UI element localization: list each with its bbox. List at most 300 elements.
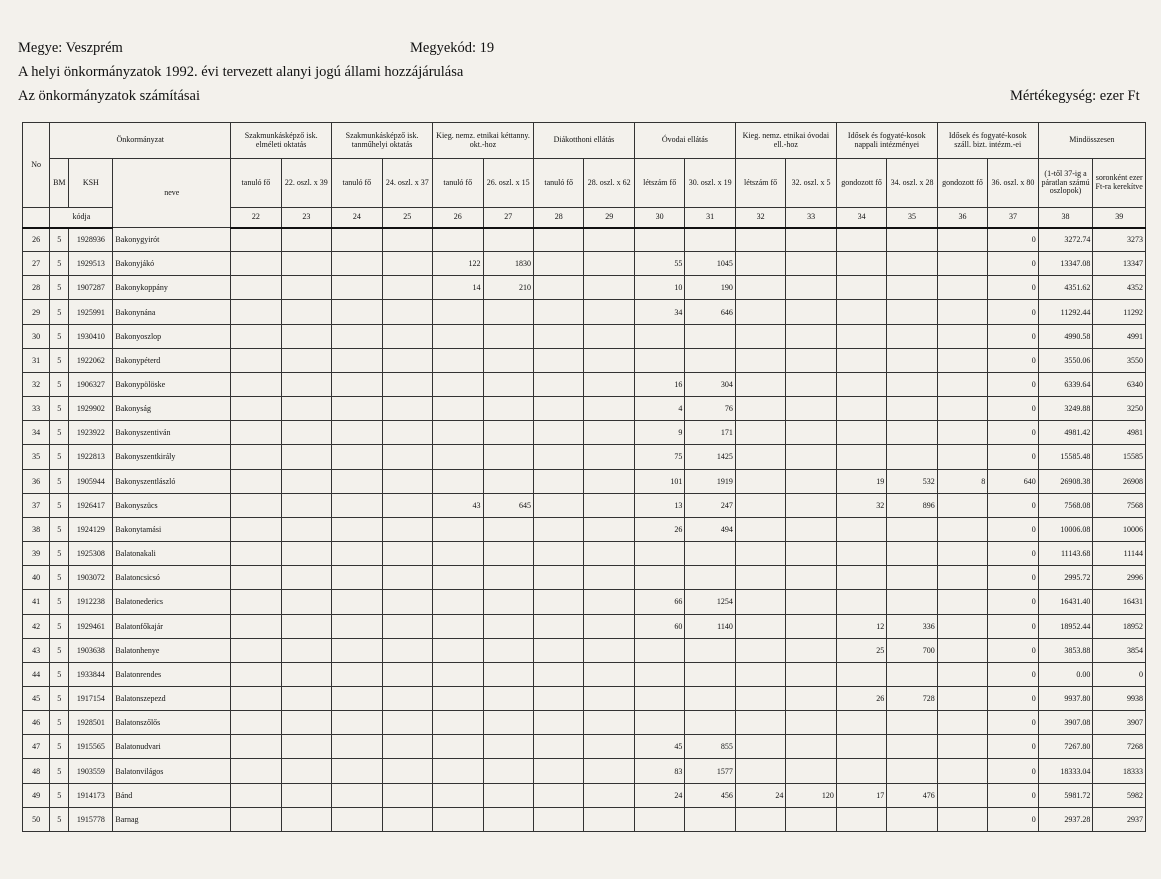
cell-col-22 [231,421,281,445]
cell-col-31: 1045 [685,252,735,276]
cell-col-31: 855 [685,735,735,759]
cell-col-29 [584,324,634,348]
cell-col-37: 0 [988,252,1038,276]
cell-col-39: 5982 [1093,783,1146,807]
cell-col-36 [937,638,987,662]
cell-col-32: 24 [735,783,785,807]
cell-col-26: 14 [433,276,483,300]
cell-col-33 [786,228,836,252]
ksh-code: 1925308 [69,542,113,566]
cell-col-35: 476 [887,783,937,807]
cell-col-32 [735,735,785,759]
cell-col-39: 0 [1093,662,1146,686]
group-header: Idősek és fogyaté-kosok nappali intézményei [836,123,937,159]
cell-col-34 [836,228,886,252]
municipality-name: Bakonyszentlászló [113,469,231,493]
cell-col-29 [584,517,634,541]
cell-col-31: 456 [685,783,735,807]
cell-col-30: 24 [634,783,684,807]
cell-col-26 [433,542,483,566]
cell-col-36 [937,711,987,735]
col-header-bm: BM [50,159,69,208]
cell-col-37: 0 [988,397,1038,421]
municipality-name: Balatonvilágos [113,759,231,783]
bm-code: 5 [50,228,69,252]
cell-col-36 [937,397,987,421]
cell-col-31: 171 [685,421,735,445]
col-number: 33 [786,208,836,228]
cell-col-32 [735,493,785,517]
cell-col-24 [332,807,382,831]
cell-col-29 [584,711,634,735]
row-number: 28 [23,276,50,300]
row-number: 34 [23,421,50,445]
col-number: 28 [533,208,583,228]
cell-col-33 [786,493,836,517]
cell-col-38: 3907.08 [1038,711,1093,735]
cell-col-35: 728 [887,686,937,710]
cell-col-29 [584,566,634,590]
cell-col-28 [533,324,583,348]
bm-code: 5 [50,469,69,493]
ksh-code: 1930410 [69,324,113,348]
group-header: Szakmunkásképző isk. elméleti oktatás [231,123,332,159]
cell-col-30 [634,711,684,735]
sub-header: (1-től 37-ig a páratlan számú oszlopok) [1038,159,1093,208]
cell-col-26 [433,807,483,831]
cell-col-34 [836,566,886,590]
row-number: 29 [23,300,50,324]
cell-col-32 [735,590,785,614]
cell-col-32 [735,686,785,710]
table-row [23,517,1146,541]
cell-col-27: 210 [483,276,533,300]
cell-col-22 [231,397,281,421]
cell-col-22 [231,372,281,396]
cell-col-24 [332,783,382,807]
table-row [23,445,1146,469]
ksh-code: 1928936 [69,228,113,252]
cell-col-26: 43 [433,493,483,517]
cell-col-23 [281,252,331,276]
group-header: Óvodai ellátás [634,123,735,159]
table-row [23,228,1146,252]
cell-col-30: 4 [634,397,684,421]
sub-header: gondozott fő [836,159,886,208]
ksh-code: 1929513 [69,252,113,276]
cell-col-29 [584,686,634,710]
cell-col-24 [332,276,382,300]
cell-col-24 [332,735,382,759]
bm-code: 5 [50,783,69,807]
cell-col-37: 0 [988,783,1038,807]
cell-col-28 [533,276,583,300]
cell-col-25 [382,686,432,710]
cell-col-34 [836,759,886,783]
cell-col-38: 4981.42 [1038,421,1093,445]
ksh-code: 1905944 [69,469,113,493]
cell-col-24 [332,324,382,348]
cell-col-23 [281,397,331,421]
cell-col-30 [634,324,684,348]
cell-col-37: 0 [988,807,1038,831]
table-body [23,228,1146,832]
cell-col-39: 2937 [1093,807,1146,831]
cell-col-31 [685,711,735,735]
row-number: 49 [23,783,50,807]
cell-col-38: 10006.08 [1038,517,1093,541]
col-number: 22 [231,208,281,228]
col-number: 24 [332,208,382,228]
group-header: Diákotthoni ellátás [533,123,634,159]
col-header-ksh: KSH [69,159,113,208]
cell-col-37: 0 [988,686,1038,710]
cell-col-38: 3272.74 [1038,228,1093,252]
cell-col-36: 8 [937,469,987,493]
cell-col-23 [281,566,331,590]
cell-col-27 [483,228,533,252]
table-row [23,638,1146,662]
cell-col-32 [735,566,785,590]
cell-col-23 [281,759,331,783]
cell-col-30: 101 [634,469,684,493]
sub-header: tanuló fő [433,159,483,208]
cell-col-36 [937,542,987,566]
cell-col-34 [836,372,886,396]
cell-col-25 [382,421,432,445]
cell-col-38: 11292.44 [1038,300,1093,324]
cell-col-27 [483,662,533,686]
table-row [23,735,1146,759]
document-subtitle: Az önkormányzatok számításai [18,88,200,104]
cell-col-38: 4990.58 [1038,324,1093,348]
cell-col-25 [382,445,432,469]
ksh-code: 1917154 [69,686,113,710]
cell-col-25 [382,711,432,735]
municipality-name: Balatonszepezd [113,686,231,710]
cell-col-34 [836,735,886,759]
bm-code: 5 [50,566,69,590]
cell-col-37: 0 [988,566,1038,590]
cell-col-35 [887,397,937,421]
table-row [23,421,1146,445]
ksh-code: 1925991 [69,300,113,324]
municipality-name: Balatonszőlős [113,711,231,735]
cell-col-26 [433,735,483,759]
cell-col-26 [433,300,483,324]
cell-col-29 [584,372,634,396]
col-number: 23 [281,208,331,228]
cell-col-34 [836,300,886,324]
county-label: Megye: Veszprém [18,40,123,56]
ksh-code: 1907287 [69,276,113,300]
municipality-name: Bakonyjákó [113,252,231,276]
cell-col-29 [584,469,634,493]
cell-col-24 [332,397,382,421]
row-number: 36 [23,469,50,493]
cell-col-23 [281,300,331,324]
cell-col-30 [634,638,684,662]
cell-col-30: 13 [634,493,684,517]
sub-header: létszám fő [735,159,785,208]
cell-col-29 [584,445,634,469]
cell-col-31 [685,542,735,566]
cell-col-30 [634,228,684,252]
cell-col-23 [281,638,331,662]
cell-col-31 [685,638,735,662]
cell-col-37: 0 [988,711,1038,735]
cell-col-27 [483,300,533,324]
cell-col-26 [433,228,483,252]
cell-col-23 [281,662,331,686]
cell-col-27 [483,783,533,807]
cell-col-24 [332,469,382,493]
cell-col-27 [483,421,533,445]
cell-col-37: 0 [988,324,1038,348]
cell-col-31: 1577 [685,759,735,783]
cell-col-26 [433,662,483,686]
row-number: 30 [23,324,50,348]
bm-code: 5 [50,372,69,396]
cell-col-37: 0 [988,493,1038,517]
bm-code: 5 [50,252,69,276]
cell-col-38: 3550.06 [1038,348,1093,372]
cell-col-36 [937,783,987,807]
row-number: 43 [23,638,50,662]
cell-col-39: 13347 [1093,252,1146,276]
ksh-code: 1903072 [69,566,113,590]
cell-col-23 [281,445,331,469]
bm-code: 5 [50,300,69,324]
group-header: Kieg. nemz. etnikai kéttanny. okt.-hoz [433,123,534,159]
cell-col-22 [231,566,281,590]
cell-col-25 [382,469,432,493]
cell-col-33: 120 [786,783,836,807]
sub-header: gondozott fő [937,159,987,208]
bm-code: 5 [50,807,69,831]
cell-col-37: 0 [988,735,1038,759]
col-header-kodja: kódja [50,208,113,228]
table-row [23,469,1146,493]
cell-col-34 [836,590,886,614]
sub-header: 34. oszl. x 28 [887,159,937,208]
cell-col-26 [433,469,483,493]
cell-col-22 [231,517,281,541]
sub-header: 22. oszl. x 39 [281,159,331,208]
cell-col-39: 11144 [1093,542,1146,566]
cell-col-35 [887,807,937,831]
cell-col-26: 122 [433,252,483,276]
ksh-code: 1914173 [69,783,113,807]
cell-col-25 [382,542,432,566]
cell-col-30 [634,348,684,372]
cell-col-38: 6339.64 [1038,372,1093,396]
cell-col-28 [533,711,583,735]
cell-col-27 [483,590,533,614]
row-number: 35 [23,445,50,469]
cell-col-28 [533,614,583,638]
cell-col-35 [887,348,937,372]
cell-col-36 [937,614,987,638]
cell-col-32 [735,276,785,300]
cell-col-37: 0 [988,542,1038,566]
bm-code: 5 [50,638,69,662]
cell-col-33 [786,686,836,710]
row-number: 27 [23,252,50,276]
cell-col-37: 0 [988,445,1038,469]
municipality-name: Bakonyszücs [113,493,231,517]
municipality-name: Balatonfőkajár [113,614,231,638]
cell-col-39: 3550 [1093,348,1146,372]
cell-col-39: 10006 [1093,517,1146,541]
ksh-code: 1915565 [69,735,113,759]
col-number: 31 [685,208,735,228]
cell-col-26 [433,517,483,541]
cell-col-37: 0 [988,638,1038,662]
cell-col-23 [281,348,331,372]
cell-col-27 [483,686,533,710]
cell-col-35 [887,228,937,252]
cell-col-38: 7568.08 [1038,493,1093,517]
cell-col-23 [281,469,331,493]
col-number: 39 [1093,208,1146,228]
cell-col-30: 55 [634,252,684,276]
cell-col-33 [786,372,836,396]
cell-col-22 [231,662,281,686]
cell-col-26 [433,590,483,614]
col-number: 35 [887,208,937,228]
group-header: Szakmunkásképző isk. tanműhelyi oktatás [332,123,433,159]
cell-col-27 [483,711,533,735]
cell-col-32 [735,397,785,421]
cell-col-23 [281,686,331,710]
table-row [23,783,1146,807]
cell-col-35 [887,662,937,686]
cell-col-29 [584,348,634,372]
cell-col-25 [382,300,432,324]
cell-col-38: 4351.62 [1038,276,1093,300]
sub-header: 32. oszl. x 5 [786,159,836,208]
cell-col-26 [433,638,483,662]
municipality-name: Bakonygyirót [113,228,231,252]
cell-col-27 [483,517,533,541]
row-number: 47 [23,735,50,759]
row-number: 33 [23,397,50,421]
col-header-neve: neve [113,159,231,228]
cell-col-32 [735,662,785,686]
cell-col-31: 1425 [685,445,735,469]
sub-header: 30. oszl. x 19 [685,159,735,208]
cell-col-35: 336 [887,614,937,638]
cell-col-27 [483,469,533,493]
cell-col-34 [836,807,886,831]
cell-col-23 [281,807,331,831]
cell-col-28 [533,493,583,517]
cell-col-29 [584,638,634,662]
cell-col-27 [483,372,533,396]
cell-col-22 [231,276,281,300]
cell-col-36 [937,662,987,686]
bm-code: 5 [50,735,69,759]
cell-col-36 [937,276,987,300]
cell-col-26 [433,783,483,807]
cell-col-35 [887,590,937,614]
bm-code: 5 [50,590,69,614]
cell-col-30 [634,662,684,686]
cell-col-27 [483,614,533,638]
cell-col-39: 2996 [1093,566,1146,590]
cell-col-39: 15585 [1093,445,1146,469]
cell-col-27 [483,445,533,469]
cell-col-35 [887,421,937,445]
cell-col-25 [382,735,432,759]
cell-col-27 [483,735,533,759]
cell-col-28 [533,590,583,614]
cell-col-33 [786,614,836,638]
cell-col-36 [937,686,987,710]
cell-col-29 [584,783,634,807]
table-row [23,566,1146,590]
cell-col-37: 0 [988,590,1038,614]
municipality-name: Bakonyszentiván [113,421,231,445]
bm-code: 5 [50,686,69,710]
cell-col-29 [584,397,634,421]
cell-col-33 [786,566,836,590]
cell-col-34: 19 [836,469,886,493]
cell-col-27 [483,759,533,783]
cell-col-22 [231,590,281,614]
cell-col-33 [786,348,836,372]
col-number: 37 [988,208,1038,228]
cell-col-25 [382,228,432,252]
cell-col-35 [887,759,937,783]
cell-col-37: 0 [988,300,1038,324]
cell-col-31 [685,566,735,590]
cell-col-36 [937,566,987,590]
cell-col-38: 16431.40 [1038,590,1093,614]
unit-label: Mértékegység: ezer Ft [1010,88,1140,104]
sub-header: 24. oszl. x 37 [382,159,432,208]
cell-col-28 [533,228,583,252]
cell-col-33 [786,252,836,276]
cell-col-29 [584,735,634,759]
cell-col-34 [836,711,886,735]
table-row [23,542,1146,566]
municipality-name: Bakonynána [113,300,231,324]
cell-col-28 [533,566,583,590]
cell-col-28 [533,807,583,831]
cell-col-37: 0 [988,372,1038,396]
cell-col-25 [382,759,432,783]
cell-col-34 [836,348,886,372]
cell-col-28 [533,445,583,469]
cell-col-35: 532 [887,469,937,493]
table-row [23,300,1146,324]
cell-col-31: 1140 [685,614,735,638]
cell-col-34 [836,276,886,300]
municipality-name: Barnag [113,807,231,831]
cell-col-34: 26 [836,686,886,710]
ksh-code: 1929461 [69,614,113,638]
cell-col-26 [433,759,483,783]
cell-col-32 [735,300,785,324]
cell-col-32 [735,759,785,783]
row-number: 44 [23,662,50,686]
row-number: 39 [23,542,50,566]
cell-col-39: 3250 [1093,397,1146,421]
cell-col-31: 646 [685,300,735,324]
cell-col-32 [735,324,785,348]
